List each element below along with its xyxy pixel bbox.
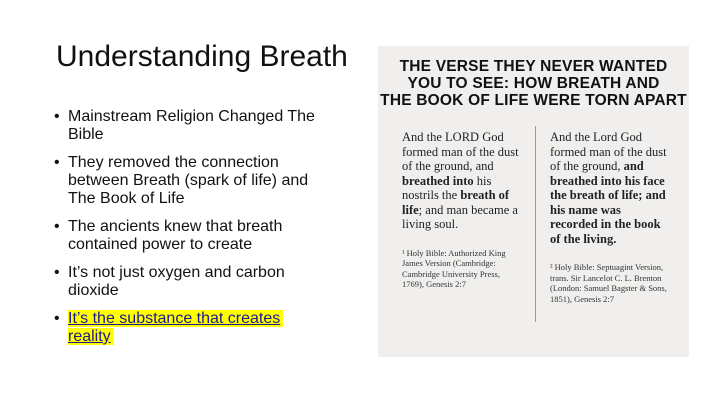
column-divider	[535, 126, 536, 322]
verse-text: And the LORD God formed man of the dust of the ground, and	[402, 130, 519, 173]
verse-comparison-image	[378, 46, 689, 357]
septuagint-verse	[550, 130, 668, 246]
image-heading-line: THE BOOK OF LIFE WERE TORN APART	[380, 92, 687, 109]
verse-bold-text: and breathed into his face the breath of life; and his name was recorded in the book of the living.	[550, 159, 666, 246]
bullet-list	[54, 108, 324, 356]
kjv-column	[402, 130, 520, 290]
bullet-item	[54, 108, 324, 144]
bullet-item	[54, 154, 324, 208]
bullet-text: The ancients knew that breath contained power to create	[68, 218, 283, 253]
verse-text: And the Lord God formed man of the dust of the ground,	[550, 130, 667, 173]
bullet-text: Mainstream Religion Changed The Bible	[68, 108, 315, 143]
bullet-item	[54, 218, 324, 254]
image-heading-line: THE VERSE THEY NEVER WANTED	[399, 58, 668, 75]
image-heading	[378, 58, 689, 109]
bullet-item	[54, 264, 324, 300]
kjv-verse	[402, 130, 520, 232]
image-heading-line: YOU TO SEE: HOW BREATH AND	[407, 75, 660, 92]
bullet-text: It’s not just oxygen and carbon dioxide	[68, 264, 285, 299]
bullet-text: They removed the connection between Breath (spark of life) and The Book of Life	[68, 154, 309, 207]
slide-title: Understanding Breath	[56, 40, 348, 73]
verse-text: ; and man became a living soul.	[402, 202, 518, 231]
septuagint-column	[550, 130, 668, 304]
verse-bold-text: breathed into	[402, 173, 474, 188]
bullet-item-highlighted	[54, 310, 324, 346]
verse-bold-text: breath of life	[402, 188, 510, 217]
verse-text: his nostrils the	[402, 173, 492, 202]
kjv-citation: ¹ Holy Bible: Authorized King James Version (Cambridge: Cambridge University Press, 1769), Genesis 2:7	[402, 247, 506, 289]
highlighted-bullet-link[interactable]: It’s the substance that creates reality	[68, 310, 283, 345]
septuagint-citation: ² Holy Bible: Septuagint Version, trans. Sir Lancelot C. L. Brenton (London: Samuel Bagster & Sons, 1851), Genesis 2:7	[550, 262, 667, 304]
